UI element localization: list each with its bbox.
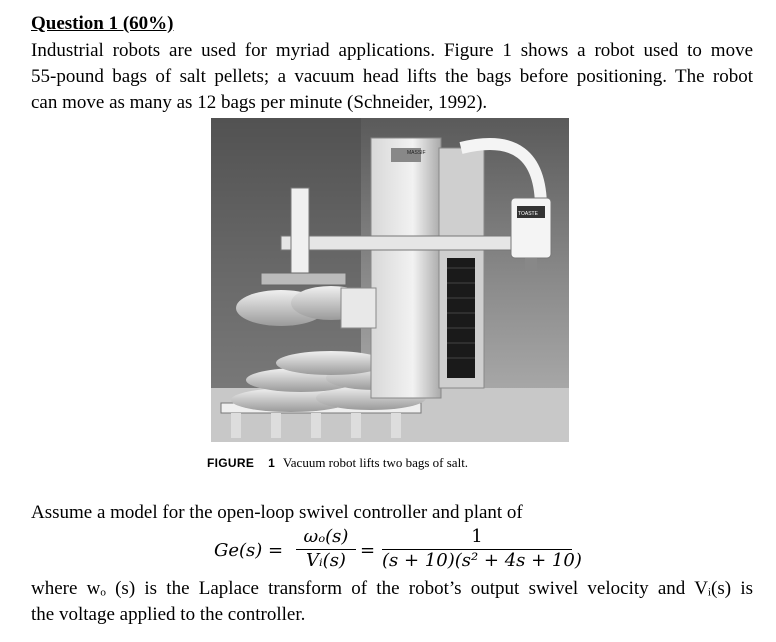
intro-line-2: 55-pound bags of salt pellets; a vacuum head lifts the bags before positioning. The robot <box>31 66 753 87</box>
intro-paragraph <box>31 38 753 116</box>
equation-den1: Vᵢ(s) <box>306 550 346 571</box>
where-line-2: the voltage applied to the controller. <box>31 604 306 625</box>
model-text-line: Assume a model for the open-loop swivel controller and plant of <box>31 502 523 523</box>
where-line-1: where wₒ (s) is the Laplace transform of the robot’s output swivel velocity and Vᵢ(s) is <box>31 578 753 599</box>
equation-num2: 1 <box>471 526 483 547</box>
equation-num1: ωₒ(s) <box>303 526 349 547</box>
intro-line-1: Industrial robots are used for myriad applications. Figure 1 shows a robot used to move <box>31 40 753 61</box>
equation-lhs: Ge(s) = <box>214 540 284 561</box>
figure-caption <box>207 455 468 471</box>
box-label-text: MASSIF <box>407 150 426 156</box>
figure-number: 1 <box>268 456 275 470</box>
arm-label-text: TOASTE <box>518 211 538 217</box>
figure-caption-text: Vacuum robot lifts two bags of salt. <box>282 455 469 470</box>
figure-label: FIGURE <box>207 456 255 470</box>
intro-line-3: can move as many as 12 bags per minute (Schneider, 1992). <box>31 92 488 113</box>
equation-den2: (s + 10)(s² + 4s + 10) <box>382 550 582 571</box>
question-heading: Question 1 (60%) <box>31 13 174 34</box>
where-paragraph <box>31 576 753 628</box>
model-text <box>31 500 753 526</box>
robot-figure-image <box>211 118 569 442</box>
robot-photo-illustration <box>211 118 569 442</box>
equation-equals: = <box>360 540 376 561</box>
